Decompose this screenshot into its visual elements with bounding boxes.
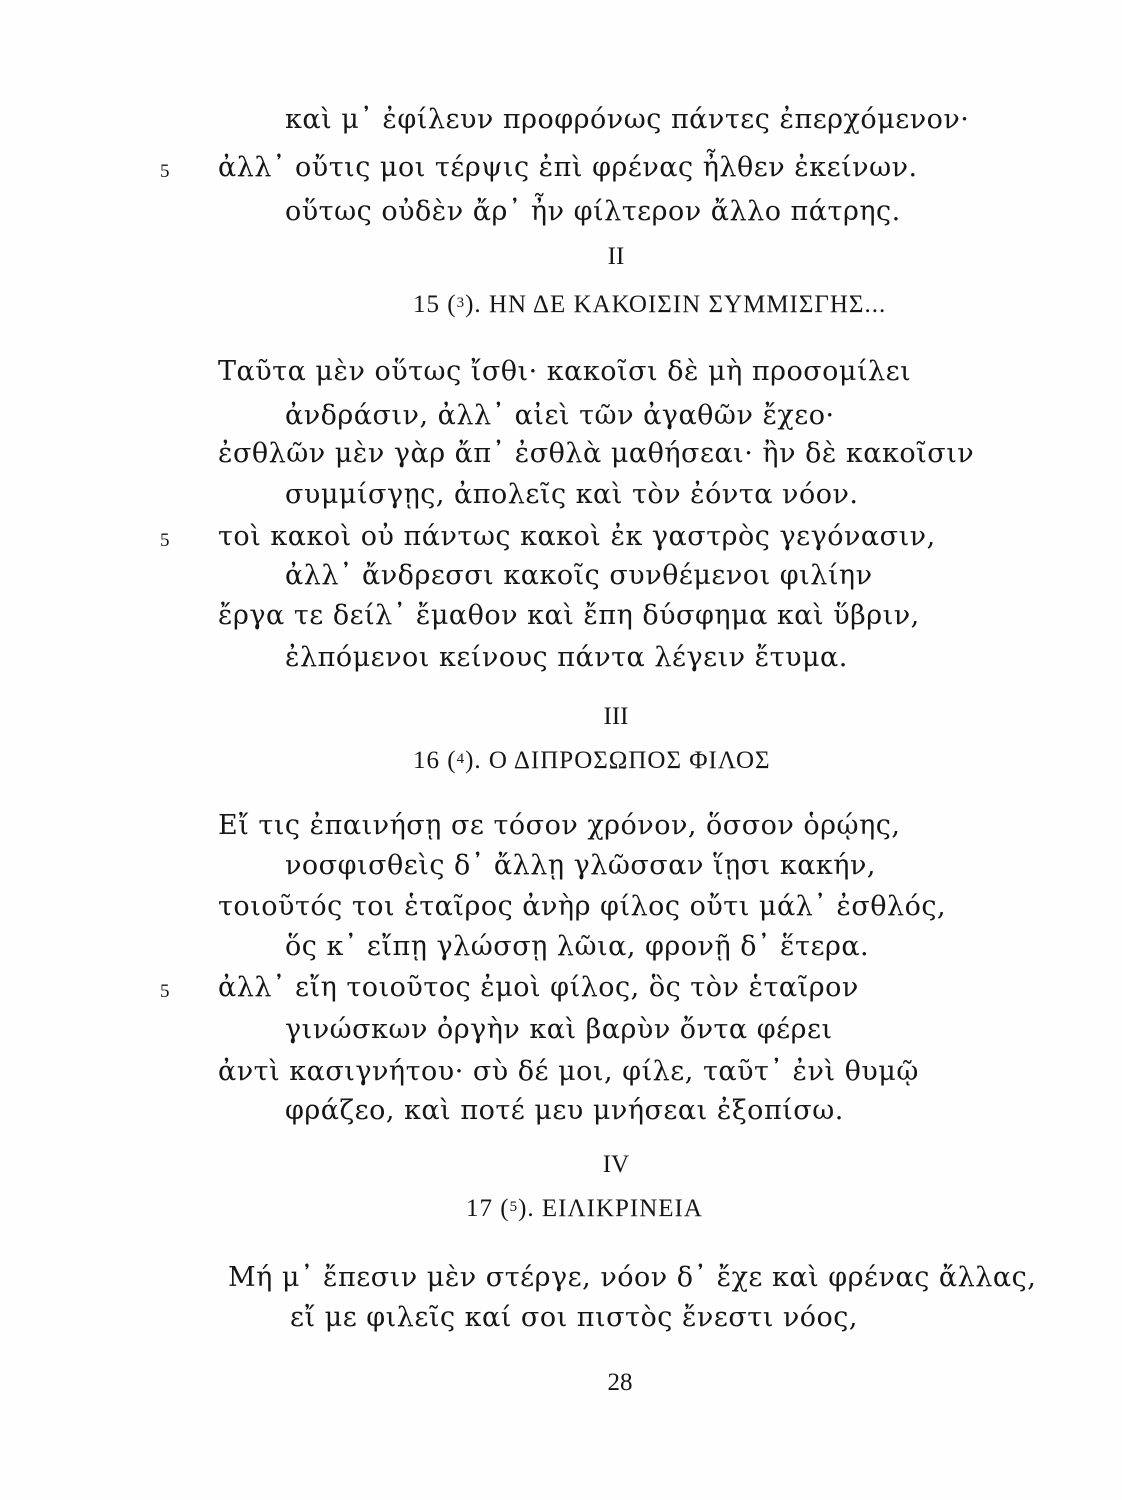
verse-line: ἀνδράσιν, ἀλλ᾽ αἰεὶ τῶν ἀγαθῶν ἔχεο· bbox=[285, 400, 835, 431]
page-number: 28 bbox=[607, 1369, 633, 1396]
line-number: 5 bbox=[160, 981, 170, 1002]
verse-line: ἀλλ᾽ ἄνδρεσσι κακοῖς συνθέμενοι φιλίην bbox=[285, 560, 873, 591]
verse-line: φράζεο, καὶ ποτέ μευ μνήσεαι ἐξοπίσω. bbox=[285, 1095, 844, 1126]
verse-line: τοὶ κακοὶ οὐ πάντως κακοὶ ἐκ γαστρὸς γεγόνασιν, bbox=[218, 521, 936, 552]
verse-line: οὕτως οὐδὲν ἄρ᾽ ἦν φίλτερον ἄλλο πάτρης. bbox=[285, 196, 901, 227]
heading-number: 16 ( bbox=[413, 747, 457, 774]
footnote-ref: 3 bbox=[456, 295, 466, 311]
heading-number: 15 ( bbox=[413, 291, 457, 318]
verse-line: ἐσθλῶν μὲν γὰρ ἄπ᾽ ἐσθλὰ μαθήσεαι· ἢν δὲ κακοῖσιν bbox=[218, 438, 975, 469]
verse-line: νοσφισθεὶς δ᾽ ἄλλῃ γλῶσσαν ἵῃσι κακήν, bbox=[285, 850, 876, 881]
section-numeral: III bbox=[603, 703, 629, 730]
verse-line: συμμίσγῃς, ἀπολεῖς καὶ τὸν ἐόντα νόον. bbox=[285, 479, 859, 510]
verse-line: ἔργα τε δείλ᾽ ἔμαθον καὶ ἔπη δύσφημα καὶ ὕβριν, bbox=[218, 600, 920, 631]
verse-line: Ταῦτα μὲν οὕτως ἴσθι· κακοῖσι δὲ μὴ προσομίλει bbox=[218, 356, 912, 387]
poem-heading bbox=[413, 288, 886, 325]
footnote-ref: 4 bbox=[456, 751, 466, 767]
heading-number: 17 ( bbox=[466, 1195, 510, 1222]
verse-line: Εἴ τις ἐπαινήσῃ σε τόσον χρόνον, ὅσσον ὁρῴης, bbox=[218, 810, 901, 841]
line-number: 5 bbox=[160, 530, 170, 551]
heading-title: ). ΗΝ ΔΕ ΚΑΚΟΙΣΙΝ ΣΥΜΜΙΣΓΗΣ... bbox=[465, 291, 887, 318]
verse-line: Μή μ᾽ ἔπεσιν μὲν στέργε, νόον δ᾽ ἔχε καὶ φρένας ἄλλας, bbox=[228, 1262, 1037, 1293]
verse-line: εἴ με φιλεῖς καί σοι πιστὸς ἔνεστι νόος, bbox=[290, 1302, 859, 1333]
heading-title: ). ΕΙΛΙΚΡΙΝΕΙΑ bbox=[518, 1195, 703, 1222]
verse-line: ὅς κ᾽ εἴπῃ γλώσσῃ λῶια, φρονῇ δ᾽ ἕτερα. bbox=[285, 931, 870, 962]
verse-line: ἐλπόμενοι κείνους πάντα λέγειν ἔτυμα. bbox=[285, 642, 848, 673]
heading-title: ). Ο ΔΙΠΡΟΣΩΠΟΣ ΦΙΛΟΣ bbox=[465, 747, 771, 774]
poem-heading bbox=[413, 744, 771, 781]
verse-line: γινώσκων ὀργὴν καὶ βαρὺν ὄντα φέρει bbox=[285, 1014, 833, 1045]
footnote-ref: 5 bbox=[509, 1199, 519, 1215]
verse-line: ἀλλ᾽ οὔτις μοι τέρψις ἐπὶ φρένας ἦλθεν ἐκείνων. bbox=[218, 152, 918, 183]
verse-line: ἀντὶ κασιγνήτου· σὺ δέ μοι, φίλε, ταῦτ᾽ ἐνὶ θυμῷ bbox=[218, 1056, 919, 1087]
line-number: 5 bbox=[160, 161, 170, 182]
section-numeral: IV bbox=[602, 1151, 630, 1178]
verse-line: τοιοῦτός τοι ἑταῖρος ἀνὴρ φίλος οὔτι μάλ᾽ ἐσθλός, bbox=[218, 891, 947, 922]
section-numeral: II bbox=[607, 243, 625, 270]
poem-heading bbox=[466, 1192, 703, 1229]
verse-line: ἀλλ᾽ εἴη τοιοῦτος ἐμοὶ φίλος, ὃς τὸν ἑταῖρον bbox=[218, 972, 859, 1003]
verse-line: καὶ μ᾽ ἐφίλευν προφρόνως πάντες ἐπερχόμενον· bbox=[285, 104, 970, 135]
